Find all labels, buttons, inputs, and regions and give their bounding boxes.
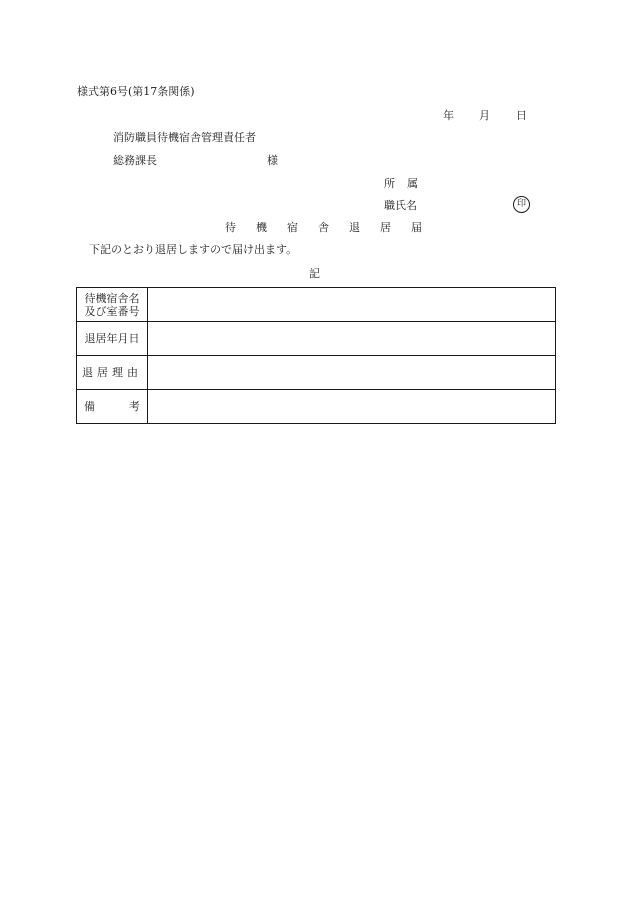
table-row bbox=[77, 356, 556, 390]
table-label-cell bbox=[77, 390, 148, 424]
table-label-line: 待機宿舎名 bbox=[84, 291, 140, 305]
dormitory-name-field[interactable] bbox=[148, 288, 556, 322]
move-out-date-field[interactable] bbox=[148, 322, 556, 356]
table-label-cell: 退居理由 bbox=[77, 356, 148, 390]
addressee-department: 総務課長 bbox=[113, 154, 157, 167]
addressee-honorific: 様 bbox=[267, 154, 278, 167]
table-label-line: 及び室番号 bbox=[84, 304, 140, 318]
table-label-part: 考 bbox=[129, 400, 140, 413]
table-label-cell bbox=[77, 288, 148, 322]
table-row bbox=[77, 288, 556, 322]
table-row bbox=[77, 390, 556, 424]
body-text: 下記のとおり退居しますので届け出ます。 bbox=[89, 243, 298, 256]
table-row bbox=[77, 322, 556, 356]
date-day-unit: 日 bbox=[516, 109, 527, 122]
ki-label: 記 bbox=[309, 267, 320, 280]
date-month-unit: 月 bbox=[479, 109, 490, 122]
record-table bbox=[76, 287, 556, 424]
document-title: 待機宿舎退居届 bbox=[225, 221, 442, 234]
seal-mark-icon: 印 bbox=[513, 196, 530, 213]
name-label: 職氏名 bbox=[384, 199, 417, 212]
remarks-field[interactable] bbox=[148, 390, 556, 424]
date-year-unit: 年 bbox=[443, 109, 454, 122]
affiliation-label: 所属 bbox=[384, 177, 430, 190]
move-out-reason-field[interactable] bbox=[148, 356, 556, 390]
form-number-label: 様式第6号(第17条関係) bbox=[77, 85, 195, 98]
table-label-cell: 退居年月日 bbox=[77, 322, 148, 356]
table-label-part: 備 bbox=[84, 400, 95, 413]
addressee-title: 消防職員待機宿舎管理責任者 bbox=[113, 131, 256, 144]
